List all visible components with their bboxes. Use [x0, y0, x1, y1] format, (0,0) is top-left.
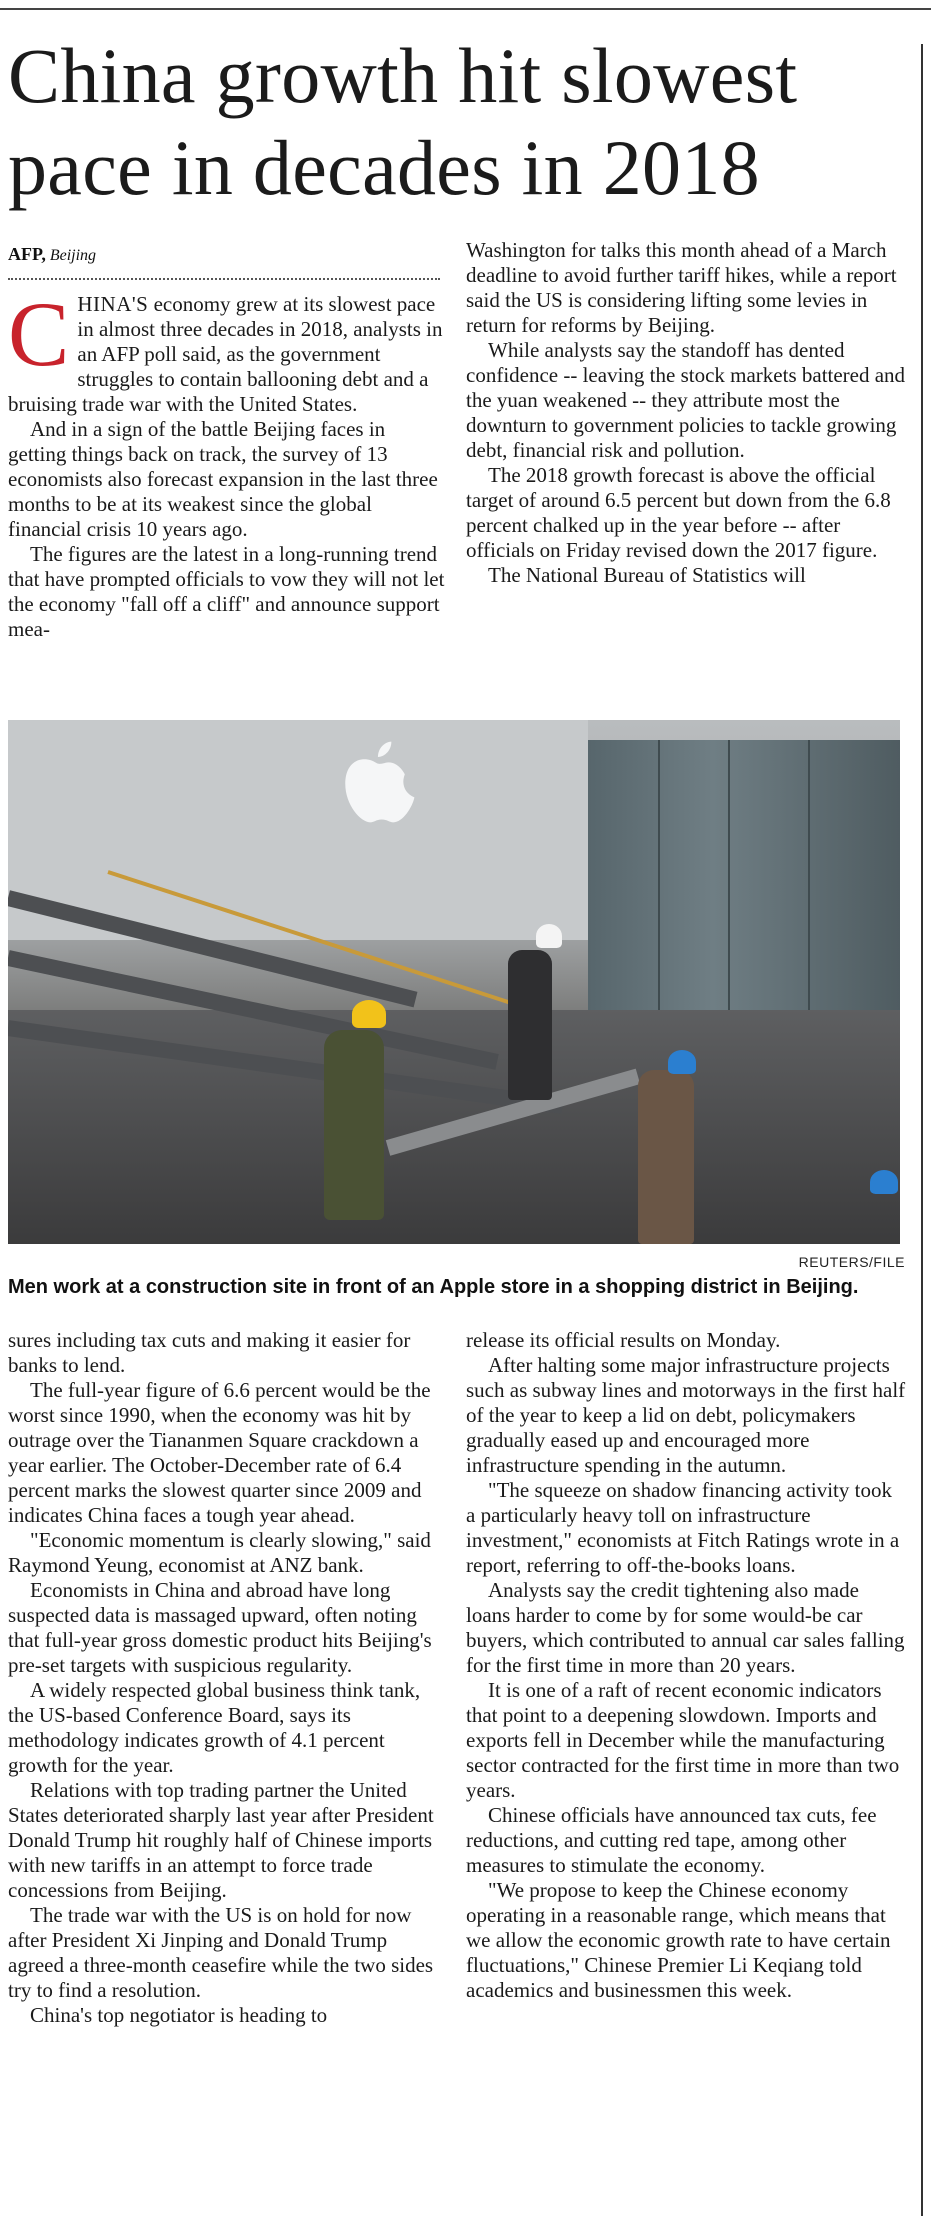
paragraph: The full-year figure of 6.6 percent would be the worst since 1990, when the economy was hit by outrage over the Tiananmen Square crackdown a year earlier. The October-December rate of 6.4 percent marks the slowest quarter since 2009 and indicates China faces a tough year ahead.: [8, 1378, 431, 1527]
byline-city: Beijing: [49, 247, 97, 264]
byline-agency: AFP,: [8, 244, 46, 264]
helmet-blue: [870, 1170, 898, 1194]
lead-text: economy grew at its slowest pace in almost three decades in 2018, analysts in an AFP poll said, as the government struggles to contain ballooning debt and a bruising trade war with the United States.: [8, 292, 443, 416]
column-rule: [921, 44, 923, 2216]
byline-rule: [8, 278, 440, 280]
worker-figure: [508, 950, 552, 1100]
paragraph: Washington for talks this month ahead of a March deadline to avoid further tariff hikes, while a report said the US is considering lifting some levies in return for reforms by Beijing.: [466, 238, 897, 337]
paragraph: Analysts say the credit tightening also made loans harder to come by for some would-be car buyers, which contributed to annual car sales falling for the first time in more than 20 years.: [466, 1578, 905, 1677]
paragraph: Chinese officials have announced tax cuts, fee reductions, and cutting red tape, among other measures to stimulate the economy.: [466, 1803, 877, 1877]
byline: [8, 244, 96, 265]
store-wall: [8, 720, 588, 940]
paragraph: "The squeeze on shadow financing activity took a particularly heavy toll on infrastructure investment," economists at Fitch Ratings wrote in a report, referring to off-the-books loans.: [466, 1478, 900, 1577]
top-rule: [0, 8, 931, 10]
paragraph: The 2018 growth forecast is above the official target of around 6.5 percent but down from the 6.8 percent chalked up in the year before -- after officials on Friday revised down the 2017 figure.: [466, 463, 891, 562]
paragraph: "Economic momentum is clearly slowing," said Raymond Yeung, economist at ANZ bank.: [8, 1528, 431, 1577]
paragraph: release its official results on Monday.: [466, 1328, 781, 1352]
helmet-white: [536, 924, 562, 948]
paragraph: Relations with top trading partner the United States deteriorated sharply last year after President Donald Trump hit roughly half of Chinese imports with new tariffs in an attempt to force trade concessions from Beijing.: [8, 1778, 434, 1902]
worker-figure: [324, 1030, 384, 1220]
drop-cap: C: [8, 283, 70, 385]
column-bottom-left: [8, 1328, 448, 2028]
photo-credit: REUTERS/FILE: [798, 1254, 905, 1270]
paragraph: Economists in China and abroad have long suspected data is massaged upward, often noting that full-year gross domestic product hits Beijing's pre-set targets with suspicious regularity.: [8, 1578, 432, 1677]
lead-paragraph: [8, 283, 448, 417]
paragraph: It is one of a raft of recent economic indicators that point to a deepening slowdown. Imports and exports fell in December while the manufacturing sector contracted for the first time in more than two years.: [466, 1678, 900, 1802]
helmet-blue: [668, 1050, 696, 1074]
paragraph: After halting some major infrastructure projects such as subway lines and motorways in the first half of the year to keep a lid on debt, policymakers gradually eased up and encouraged more infrastructure spending in the autumn.: [466, 1353, 906, 1477]
paragraph: "We propose to keep the Chinese economy operating in a reasonable range, which means that we allow the economic growth rate to have certain fluctuations," Chinese Premier Li Keqiang told academics and businessmen this week.: [466, 1878, 891, 2002]
photo-caption: Men work at a construction site in front of an Apple store in a shopping district in Beijing.: [8, 1276, 859, 1298]
paragraph: And in a sign of the battle Beijing faces in getting things back on track, the survey of 13 economists also forecast expansion in the last three months to be at its weakest since the global financial crisis 10 years ago.: [8, 417, 438, 541]
apple-logo-icon: [328, 734, 424, 830]
paragraph: China's top negotiator is heading to: [30, 2003, 328, 2027]
paragraph: The National Bureau of Statistics will: [488, 563, 806, 587]
lead-caps: HINA'S: [77, 292, 149, 316]
worker-figure: [638, 1070, 694, 1244]
column-top-left: [8, 283, 448, 642]
column-top-right: [466, 238, 906, 588]
paragraph: The trade war with the US is on hold for now after President Xi Jinping and Donald Trump agreed a three-month ceasefire while the two sides try to find a resolution.: [8, 1903, 434, 2002]
helmet-yellow: [352, 1000, 386, 1028]
paragraph: sures including tax cuts and making it easier for banks to lend.: [8, 1328, 411, 1377]
column-bottom-right: [466, 1328, 906, 2003]
news-photo: [8, 720, 900, 1244]
paragraph: A widely respected global business think tank, the US-based Conference Board, says its methodology indicates growth of 4.1 percent growth for the year.: [8, 1678, 421, 1777]
paragraph: While analysts say the standoff has dented confidence -- leaving the stock markets battered and the yuan weakened -- they attribute most the downturn to government policies to tackle growing debt, financial risk and pollution.: [466, 338, 906, 462]
headline: China growth hit slowest pace in decades in 2018: [8, 32, 798, 211]
paragraph: The figures are the latest in a long-running trend that have prompted officials to vow they will not let the economy "fall off a cliff" and announce support mea-: [8, 542, 445, 641]
